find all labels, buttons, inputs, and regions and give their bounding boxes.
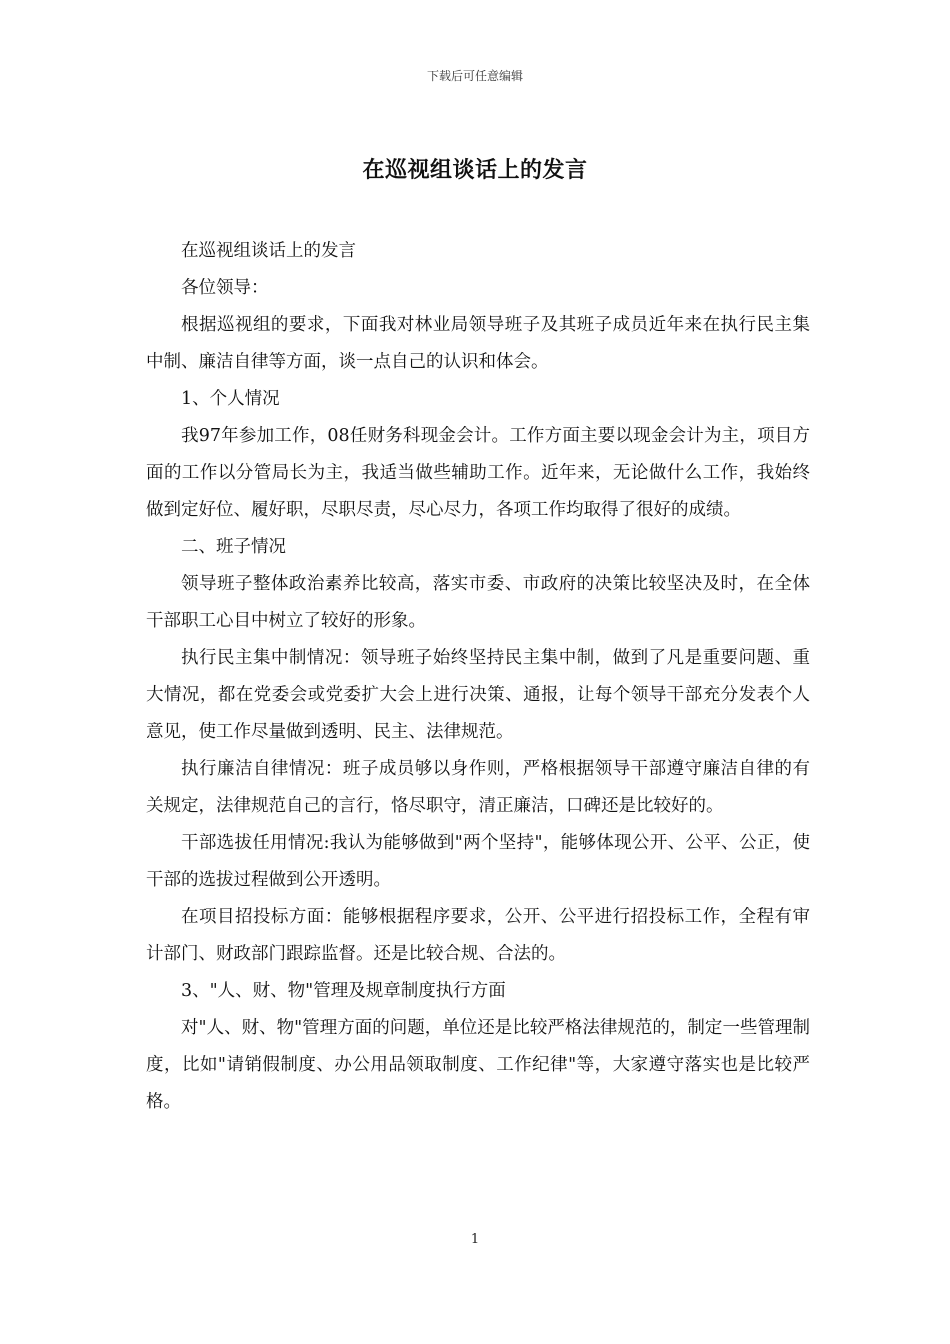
paragraph-personal-situation: 我97年参加工作，08任财务科现金会计。工作方面主要以现金会计为主，项目方面的工作以分管局长为主，我适当做些辅助工作。近年来，无论做什么工作，我始终做到定好位、履好职，尽职尽责，尽心尽力，各项工作均取得了很好的成绩。 [146,426,810,520]
paragraph-salutation: 各位领导： [181,278,269,298]
heading-team-situation: 二、班子情况 [181,537,286,557]
heading-management: 3、"人、财、物"管理及规章制度执行方面 [181,981,506,1001]
paragraph-democratic-centralism: 执行民主集中制情况：领导班子始终坚持民主集中制，做到了凡是重要问题、重大情况，都在党委会或党委扩大会上进行决策、通报，让每个领导干部充分发表个人意见，使工作尽量做到透明、民主、法律规范。 [146,648,810,742]
heading-personal-situation: 1、个人情况 [181,389,280,409]
document-title: 在巡视组谈话上的发言 [362,157,588,183]
paragraph-management: 对"人、财、物"管理方面的问题，单位还是比较严格法律规范的，制定一些管理制度，比如"请销假制度、办公用品领取制度、工作纪律"等，大家遵守落实也是比较严格。 [146,1018,810,1112]
paragraph-team-overview: 领导班子整体政治素养比较高，落实市委、市政府的决策比较坚决及时，在全体干部职工心目中树立了较好的形象。 [146,574,810,631]
header-note: 下载后可任意编辑 [426,69,523,83]
paragraph-bidding: 在项目招投标方面：能够根据程序要求，公开、公平进行招投标工作，全程有审计部门、财政部门跟踪监督。还是比较合规、合法的。 [146,907,810,964]
paragraph-subtitle: 在巡视组谈话上的发言 [181,241,356,261]
paragraph-integrity: 执行廉洁自律情况：班子成员够以身作则，严格根据领导干部遵守廉洁自律的有关规定，法律规范自己的言行，恪尽职守，清正廉洁，口碑还是比较好的。 [146,759,810,816]
paragraph-cadre-selection: 干部选拔任用情况:我认为能够做到"两个坚持"，能够体现公开、公平、公正，使干部的选拔过程做到公开透明。 [146,833,810,890]
document-body [146,233,810,1121]
page-number: 1 [470,1232,480,1247]
paragraph-intro: 根据巡视组的要求，下面我对林业局领导班子及其班子成员近年来在执行民主集中制、廉洁自律等方面，谈一点自己的认识和体会。 [146,315,810,372]
